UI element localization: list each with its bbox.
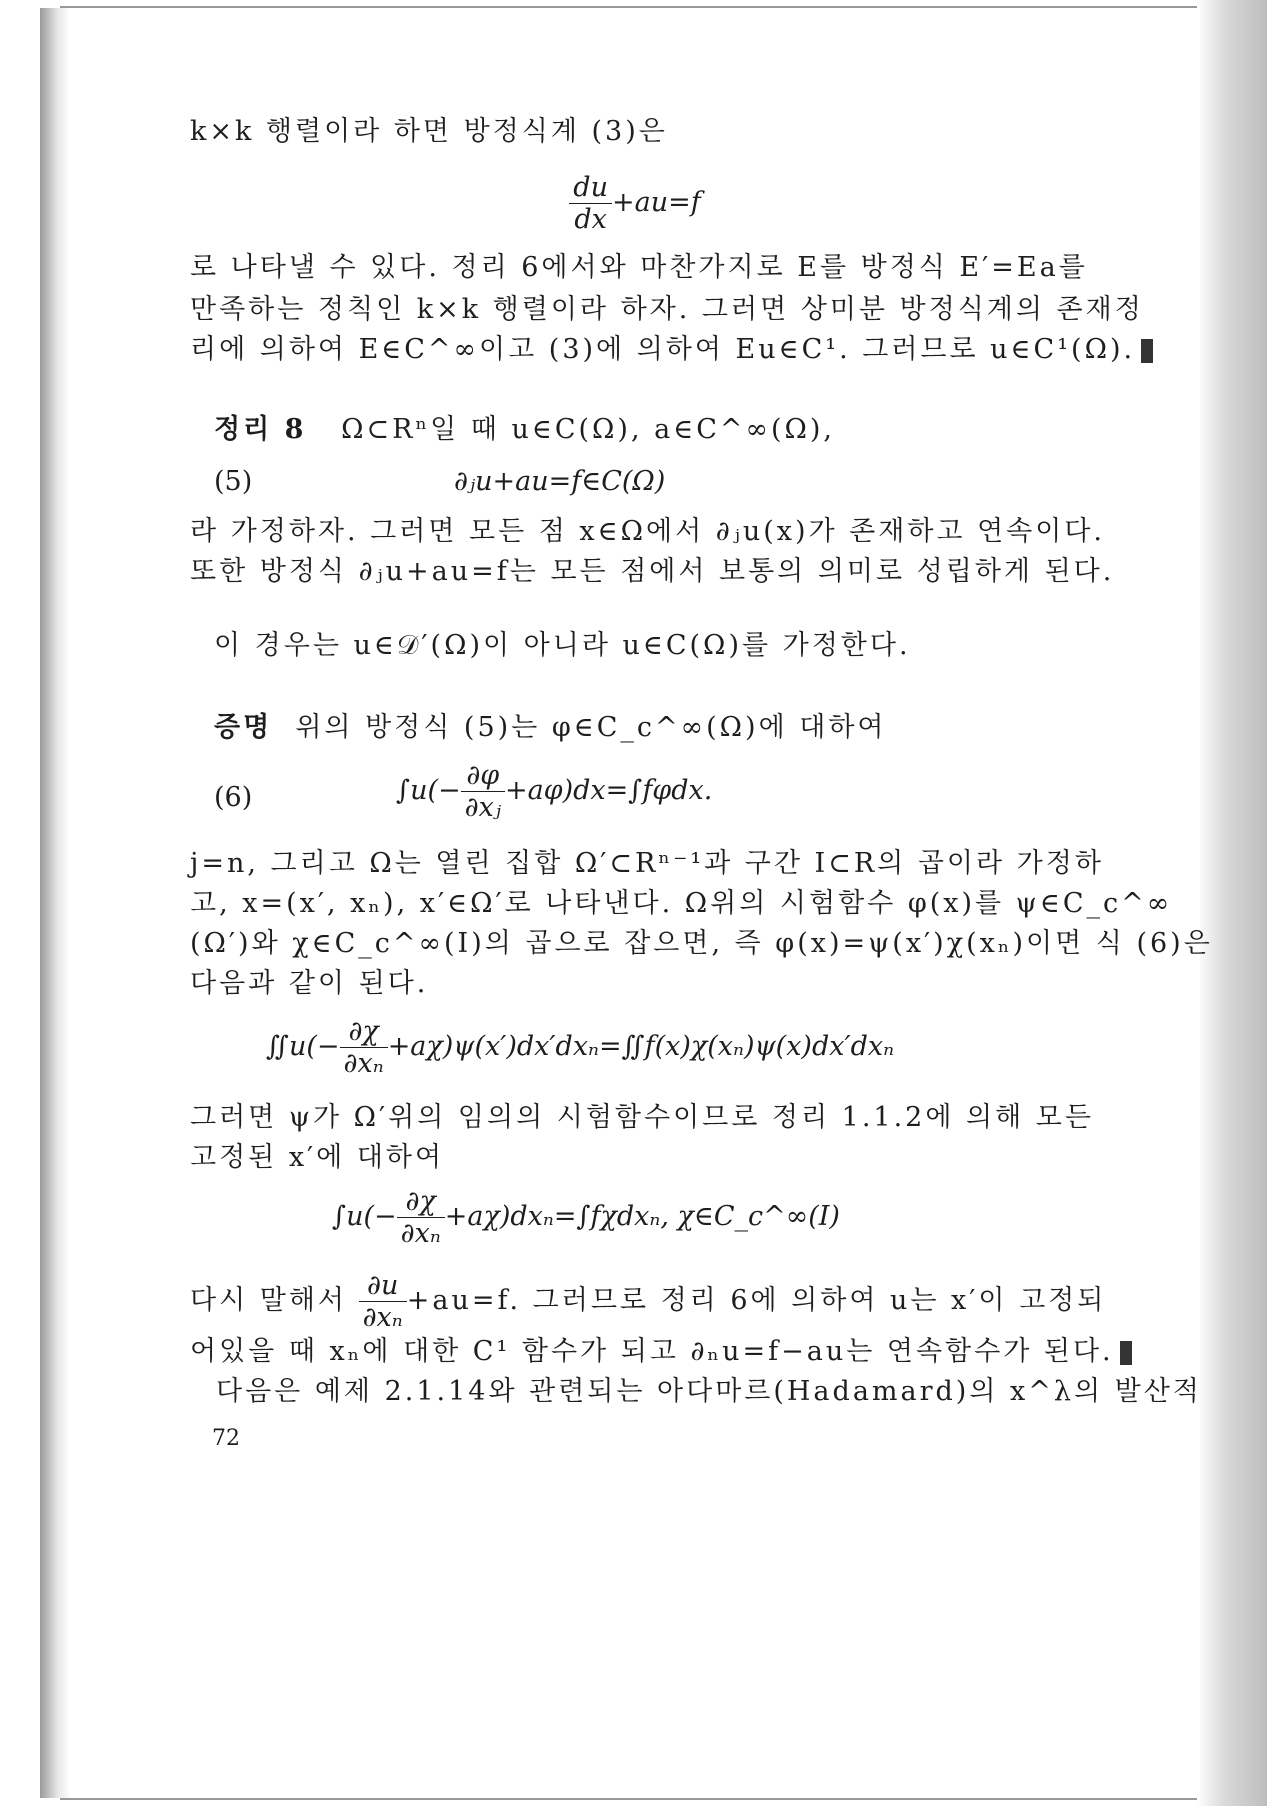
qed-mark-2: [1120, 1341, 1132, 1365]
text-line-14: 다시 말해서 $\frac{\partial u}{\text{∂xₙ}}$ +au=f. 그러므로 정리 6에 의하여 u는 x′이 고정되: [190, 1270, 1107, 1333]
theorem-label: 정리 8: [214, 414, 307, 445]
text-line-12: 그러면 ψ가 Ω′위의 임의의 시험함수이므로 정리 1.1.2에 의해 모든: [190, 1102, 1094, 1133]
page-edge-bottom: [60, 1798, 1210, 1800]
qed-mark: [1141, 339, 1153, 363]
proof-label: 증명: [214, 712, 273, 743]
fraction-du-dx: $\frac{du}{dx}$: [569, 172, 612, 235]
equation-7: ∬u(− $\frac{\partial\chi}{\text{∂xₙ}}$ +aχ)ψ(x′)dx′dxₙ=∬f(x)χ(xₙ)ψ(x)dx′dxₙ: [266, 1016, 895, 1079]
equation-6: ∫u(− $\frac{\partial\varphi}{\text{∂xⱼ}}$ +aφ)dx=∫fφdx.: [396, 760, 713, 823]
page-binding-shadow: [40, 8, 70, 1798]
equation-1: $\frac{du}{dx}$ +au=f: [70, 172, 1200, 235]
text-line-1: k×k 행렬이라 하면 방정식계 (3)은: [190, 116, 668, 147]
theorem-text: Ω⊂Rⁿ일 때 u∈C(Ω), a∈C^∞(Ω),: [341, 414, 836, 445]
page-number: 72: [212, 1426, 240, 1451]
text-line-3: 만족하는 정칙인 k×k 행렬이라 하자. 그러면 상미분 방정식계의 존재정: [190, 294, 1144, 325]
theorem-8: [214, 412, 835, 448]
text-line-15: 어있을 때 xₙ에 대한 C¹ 함수가 되고 ∂ₙu=f−au는 연속함수가 된다.: [190, 1334, 1132, 1370]
proof-start: 증명 위의 방정식 (5)는 φ∈C_c^∞(Ω)에 대하여: [214, 712, 887, 743]
text-line-13: 고정된 x′에 대하여: [190, 1142, 445, 1173]
text-line-4: 리에 의하여 E∈C^∞이고 (3)에 의하여 Eu∈C¹. 그러므로 u∈C¹(Ω).: [190, 332, 1153, 368]
text-line-10: (Ω′)와 χ∈C_c^∞(I)의 곱으로 잡으면, 즉 φ(x)=ψ(x′)χ(xₙ)이면 식 (6)은: [190, 928, 1213, 959]
book-page: [70, 8, 1213, 1798]
text-line-9: 고, x=(x′, xₙ), x′∈Ω′로 나타낸다. Ω위의 시험함수 φ(x)를 ψ∈C_c^∞: [190, 888, 1173, 919]
text-line-8: j=n, 그리고 Ω는 열린 집합 Ω′⊂Rⁿ⁻¹과 구간 I⊂R의 곱이라 가정하: [190, 848, 1104, 879]
remark-line: 이 경우는 u∈𝒟′(Ω)이 아니라 u∈C(Ω)를 가정한다.: [214, 630, 911, 661]
equation-5-number: (5): [214, 466, 253, 497]
text-line-11: 다음과 같이 된다.: [190, 968, 429, 999]
equation-5: ∂ⱼu+au=f∈C(Ω): [454, 466, 666, 497]
text-line-2: 로 나타낼 수 있다. 정리 6에서와 마찬가지로 E를 방정식 E′=Ea를: [190, 252, 1088, 283]
equation-6-number: (6): [214, 782, 253, 813]
page-right-shadow: [1197, 0, 1267, 1806]
equation-8: ∫u(− $\frac{\partial\chi}{\text{∂xₙ}}$ +aχ)dxₙ=∫fχdxₙ, χ∈C_c^∞(I): [332, 1186, 840, 1249]
text-line-5: 라 가정하자. 그러면 모든 점 x∈Ω에서 ∂ⱼu(x)가 존재하고 연속이다.: [190, 516, 1106, 547]
text-line-16: 다음은 예제 2.1.14와 관련되는 아다마르(Hadamard)의 x^λ의 발산적: [216, 1376, 1202, 1407]
text-line-6: 또한 방정식 ∂ⱼu+au=f는 모든 점에서 보통의 의미로 성립하게 된다.: [190, 556, 1115, 587]
